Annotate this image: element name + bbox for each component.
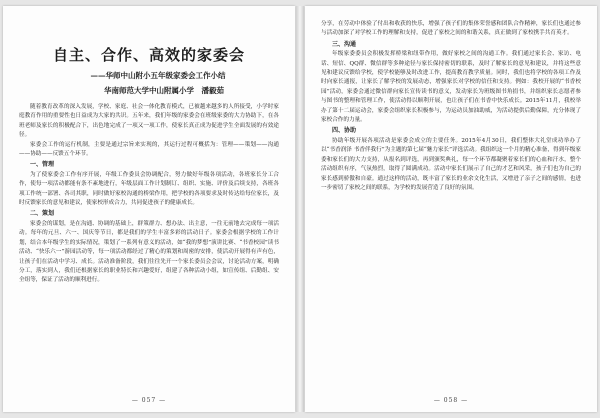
section-heading-management: 一、管理 xyxy=(30,161,55,169)
section-communication-paragraph: 年级家委委员会积极发挥桥梁和纽带作用，做好家校之间的沟通工作。我们通过家长会、家访、电话、短信、QQ群、微信群等多种途径与家长保持密切的联系，及时了解家长的意见和建议，并将这些意见和建议反馈给学校，使学校能够及时改进工作，提高教育教学质量。同时，我们也将学校的各项工作及时向家长通报，让家长了解学校的发展动态，增强家长对学校的信任和支持。例如：我校开展的“书香校园”活动，家委会通过微信群向家长宣传读书的意义，发动家长为班级图书角捐书，并组织家长志愿者参与图书的整理和管理工作，使活动得以顺利开展，也让孩子们在书香中快乐成长。2015年11月，我校举办了第十二届运动会，家委会组织家长积极参与，为运动员加油助威，为活动提供后勤保障，充分体现了家校合作的力量。 xyxy=(321,51,581,124)
section-heading-assistance: 四、协助 xyxy=(332,127,357,135)
intro-paragraph-1: 随着教育改革的深入发展，学校、家庭、社会一体化教育模式，已被越来越多的人所接受，小学时家庭教育作用的重要性也日益成为大家的共识。五年来，我们年级的家委会在班级家委的大力协助下，在各班老师及家长的积极配合下，出色地完成了一项又一项工作，使家长真正成为促进学生全面发展的有效途径。 xyxy=(19,104,279,139)
right-page-number: — 058 — xyxy=(433,397,469,404)
section-heading-planning: 二、策划 xyxy=(30,210,55,218)
section-management-paragraph: 为了使家委会工作有序开展，年级工作委员会协调配合，努力做好年级各项活动，各班家长分工合作，使每一项活动都能有条不紊地进行，年级层面工作计划制订、组织、实施、评价及后续支持，各班各项工作统一部署、各司其职，同时做好家校沟通的桥梁作用，把学校的各项要求及时传达给每位家长，及时反馈家长的意见和建议，使家校形成合力，共同促进孩子的健康成长。 xyxy=(19,171,279,207)
left-page xyxy=(3,6,295,412)
article-subtitle: ——华师中山附小五年级家委会工作小结 xyxy=(90,71,226,80)
article-author: 华南师范大学中山附属小学 潘毅茹 xyxy=(104,86,224,95)
continued-paragraph: 分享，在劳动中体验了付出和收获的快乐，增强了孩子们的集体荣誉感和团队合作精神，家长们也通过参与活动加深了对学校工作的理解和支持，促进了家校之间的和谐关系，真正做到了家校携手共育英才。 xyxy=(321,21,581,37)
right-page xyxy=(305,6,597,412)
section-heading-communication: 三、沟通 xyxy=(332,40,357,48)
section-assistance-paragraph: 协助年级开展各项活动是家委会成立的主要任务。2015年4月30日，我们整体大礼堂成功举办了以“书香润泽 书香伴我行”为主题的第七届“魅力家长”评选活动。我组织这一个月的精心准备，得到年级家委和家长们的大力支持，从报名到评选，再到颁奖典礼，每一个环节都凝聚着家长们的心血和汗水，整个活动组织有序，气氛热烈，取得了圆满成功。活动中家长们展示了自己的才艺和风采，孩子们也为自己的家长感到骄傲和自豪。通过这样的活动，既丰富了家长的业余文化生活，又增进了亲子之间的感情，也进一步密切了家校之间的联系，为学校的发展营造了良好的氛围。 xyxy=(321,137,581,191)
section-planning-paragraph: 家委会的谋划，是在沟通、协调的基础上，群策群力、想办法、出主意，一往无前地去完成每一项活动。每年的元旦、六一、国庆等节日，都是我们的学生丰富多彩的活动日子。家委会根据学校的工作计划，结合本年级学生的实际情况，策划了一系列有意义的活动，如“我的梦想”演讲比赛、“书香校园”读书活动、“快乐六一”游园活动等，每一项活动都经过了精心的策划和周密的安排，使活动开展得有声有色，让孩子们在活动中学习、成长。活动准备阶段，我们往往先开一个家长委员会会议，讨论活动方案，明确分工，落实到人，我们还根据家长的职业特长和兴趣爱好，组建了各种活动小组，如宣传组、后勤组、安全组等，保证了活动的顺利进行。 xyxy=(19,220,279,284)
left-page-content xyxy=(19,18,279,390)
book-gutter xyxy=(296,6,304,412)
left-page-number: — 057 — xyxy=(131,397,167,404)
intro-paragraph-2: 家委会工作的运行机制，主要是通过宗旨来实现的，其运行过程可概括为：管理——策划——沟通——协助——反馈五个环节。 xyxy=(19,141,279,158)
right-page-content xyxy=(321,20,581,390)
article-title: 自主、合作、高效的家委会 xyxy=(52,46,245,64)
